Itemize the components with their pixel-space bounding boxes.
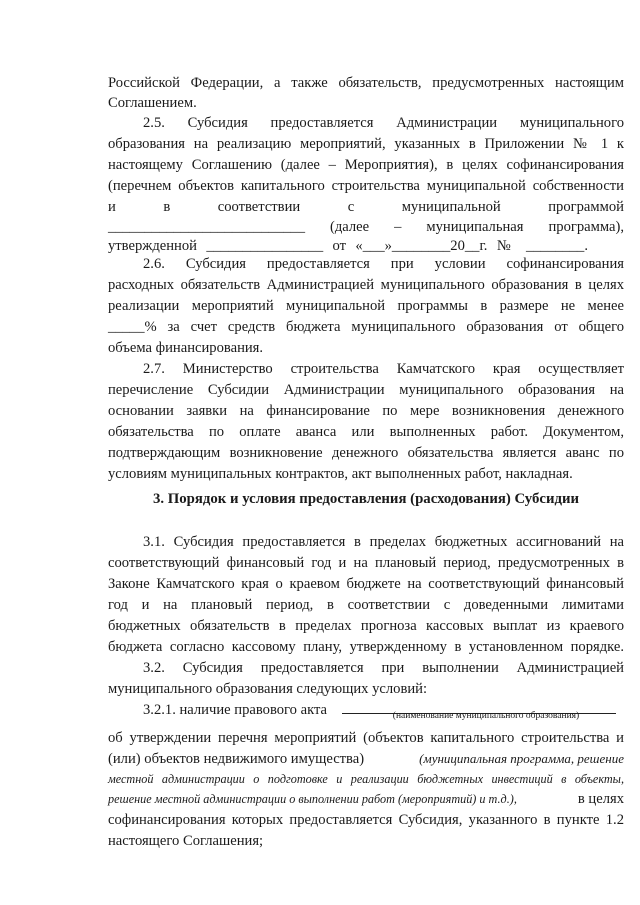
text-line: софинансирования которых предоставляется Субсидия, указанного в пункте 1.2 xyxy=(108,812,624,828)
text-line: перечисление Субсидии Администрации муниципального образования на xyxy=(108,382,624,398)
text-line xyxy=(108,749,624,769)
text-line: объема финансирования. xyxy=(108,340,264,356)
text-line: _____% за счет средств бюджета муниципального образования от общего xyxy=(108,319,624,335)
text-line: настоящего Соглашения; xyxy=(108,833,264,849)
text-line: и в соответствии с муниципальной программой xyxy=(108,199,624,215)
clause-3-2: 3.2. Субсидия предоставляется при выполнении Администрацией xyxy=(143,660,624,676)
text-line: об утверждении перечня мероприятий (объектов капитального строительства и xyxy=(108,730,624,746)
text-fragment: (или) объектов недвижимого имущества) xyxy=(108,751,365,767)
text-line: Российской Федерации, а также обязательств, предусмотренных настоящим xyxy=(108,75,624,91)
section-3-heading: 3. Порядок и условия предоставления (расходования) Субсидии xyxy=(152,491,580,507)
text-line: обязательства по оплате аванса или выполненных работ. Документом, xyxy=(108,424,624,440)
text-line: Законе Камчатского края о краевом бюджете на соответствующий финансовый xyxy=(108,576,624,592)
clause-3-1: 3.1. Субсидия предоставляется в пределах бюджетных ассигнований на xyxy=(143,534,624,550)
field-caption: (наименование муниципального образования) xyxy=(392,711,580,721)
text-line: образования на реализацию мероприятий, указанных в Приложении № 1 к xyxy=(108,136,624,152)
text-fragment: в целях xyxy=(577,791,624,807)
text-line: расходных обязательств Администрацией муниципального образования в целях xyxy=(108,277,624,293)
text-line: утвержденной ________________ от «___»________20__г. № ________. xyxy=(108,238,588,254)
text-line: настоящему Соглашению (далее – Мероприятия), в целях софинансирования xyxy=(108,157,624,173)
clause-3-2-1: 3.2.1. наличие правового акта xyxy=(143,702,328,718)
text-line: соответствующий финансовый год и на плановый период, предусмотренных в xyxy=(108,555,624,571)
text-line: реализации мероприятий муниципальной программы в размере не менее xyxy=(108,298,624,314)
text-line: бюджета согласно кассовому плану, утвержденному в установленном порядке. xyxy=(108,639,624,655)
clause-2-7: 2.7. Министерство строительства Камчатского края осуществляет xyxy=(143,361,624,377)
italic-fragment: (муниципальная программа, решение xyxy=(419,751,624,766)
text-line: ___________________________ (далее – муниципальная программа), xyxy=(108,219,624,235)
text-line xyxy=(108,789,624,809)
text-line: условиям муниципальных контрактов, акт выполненных работ, накладная. xyxy=(108,466,573,482)
text-line: муниципального образования следующих условий: xyxy=(108,681,428,697)
text-line: бюджетных обязательств в пределах прогноза кассовых выплат из краевого xyxy=(108,618,624,634)
italic-line: местной администрации о подготовке и реализации бюджетных инвестиций в объекты, xyxy=(108,772,624,786)
text-line: Соглашением. xyxy=(108,95,197,111)
italic-fragment: решение местной администрации о выполнении работ (мероприятий) и т.д.), xyxy=(108,792,517,806)
clause-2-6: 2.6. Субсидия предоставляется при условии софинансирования xyxy=(143,256,624,272)
text-line: год и на плановый период, в соответствии с доведенными лимитами xyxy=(108,597,624,613)
text-line: подтверждающим возникновение денежного обязательства является аванс по xyxy=(108,445,624,461)
text-line: основании заявки на финансирование по мере возникновения денежного xyxy=(108,403,624,419)
clause-2-5: 2.5. Субсидия предоставляется Администрации муниципального xyxy=(143,115,624,131)
text-line: (перечнем объектов капитального строительства муниципальной собственности xyxy=(108,178,624,194)
